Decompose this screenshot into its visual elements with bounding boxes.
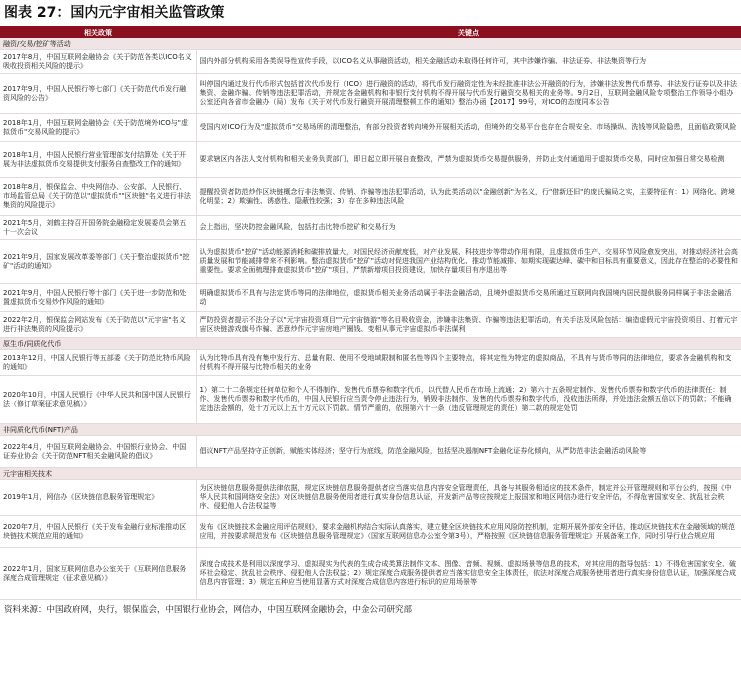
category-label: 元宇宙相关技术 [0,468,741,480]
key-point-cell: 1）第二十二条规定任何单位和个人不得制作、发售代币票券和数字代币，以代替人民币在市场上流通；2）第六十五条规定制作、发售代币票券和数字代币的法律责任：制作、发售代币票券和数字代币的，中国人民银行应当责令停止违法行为，销毁非法制作、发售的代币票券和数字代币，没收违法所得，并处违法金额五倍以下的罚款；不能确定违法金额的，处十万元以上五十万元以下罚款。情节严重的，依照第六十一条（违反管理规定的责任）第二款的规定处罚 [196,376,741,424]
policy-cell: 2013年12月，中国人民银行等五部委《关于防范比特币风险的通知》 [0,350,196,376]
policy-cell: 2021年5月，刘鹤主持召开国务院金融稳定发展委员会第五十一次会议 [0,216,196,240]
key-point-cell: 为区块链信息服务提供法律依据，规定区块链信息服务提供者应当落实信息内容安全管理责任，具备与其服务相适应的技术条件，制定并公开管理规则和平台公约，按照《中华人民共和国网络安全法》对区块链信息服务使用者进行真实身份信息认证，开发新产品等应按规定上报国家和地区网信办进行安全评估，不得危害国家安全、扰乱社会秩序、侵犯他人合法权益等 [196,480,741,516]
figure-title: 图表 27：国内元宇宙相关监管政策 [0,0,741,28]
table-row [0,142,741,178]
table-row [0,216,741,240]
policy-cell: 2022年1月，国家互联网信息办公室关于《互联网信息服务深度合成管理规定（征求意见稿）》 [0,548,196,600]
table-row [0,480,741,516]
key-point-cell: 倡议NFT产品坚持守正创新，赋能实体经济；坚守行为底线，防范金融风险，包括坚决遏制NFT金融化证券化倾向，从严防范非法金融活动风险等 [196,436,741,468]
policy-cell: 2020年7月，中国人民银行《关于发布金融行业标准推动区块链技术规范应用的通知》 [0,516,196,548]
category-label: 原生币/同质化代币 [0,338,741,350]
key-point-cell: 国内外部分机构采用各类误导性宣传手段，以ICO名义从事融资活动，相关金融活动未取得任何许可，其中涉嫌诈骗、非法证券、非法集资等行为 [196,50,741,74]
category-row [0,468,741,480]
table-row [0,240,741,284]
table-row [0,74,741,114]
key-point-cell: 叫停国内通过发行代币形式包括首次代币发行（ICO）进行融资的活动，将代币发行融资定性为未经批准非法公开融资的行为，涉嫌非法发售代币票券、非法发行证券以及非法集资、金融诈骗、传销等违法犯罪活动，并规定各金融机构和非银行支付机构不得开展与代币发行融资交易相关的业务等。9月2日，互联网金融风险专项整治工作领导小组办公室还向各省市金融办（局）发布《关于对代币发行融资开展清理整顿工作的通知》整治办函【2017】99号，对ICO的态度同本公告 [196,74,741,114]
key-point-cell: 提醒投资者防范炒作区块链概念行非法集资、传销、诈骗等违法犯罪活动，认为此类活动以"金融创新"为名义，行"借新还旧"的庞氏骗局之实，主要特征有：1）网络化、跨境化明显；2）欺骗性、诱惑性、隐蔽性较强；3）存在多种违法风险 [196,178,741,216]
policy-cell: 2018年1月，中国互联网金融协会《关于防范境外ICO与"虚拟货币"交易风险的提示》 [0,114,196,142]
table-row [0,376,741,424]
policy-cell: 2022年4月，中国互联网金融协会、中国银行业协会、中国证券业协会《关于防范NFT相关金融风险的倡议》 [0,436,196,468]
key-point-cell: 要求辖区内各法人支付机构和相关业务负责部门，即日起立即开展自查整改，严禁为虚拟货币交易提供服务，并防止支付通道用于虚拟货币交易，同时应加强日常交易检测 [196,142,741,178]
policy-cell: 2021年9月，中国人民银行等十部门《关于进一步防范和处置虚拟货币交易炒作风险的通知》 [0,284,196,312]
key-point-cell: 深度合成技术是利用以深度学习、虚拟现实为代表的生成合成类算法制作文本、图像、音频、视频、虚拟场景等信息的技术，对其应用的指导包括：1）不得危害国家安全、破坏社会稳定、扰乱社会秩序、侵犯他人合法权益；2）规定深度合成服务提供者应当落实信息安全主体责任，依法对深度合成服务使用者进行真实身份信息认证，加强深度合成信息内容管理；3）规定五种应当使用显著方式对深度合成信息内容进行标识的应用场景等 [196,548,741,600]
category-row [0,38,741,50]
policy-cell: 2017年8月，中国互联网金融协会《关于防范各类以ICO名义吸收投资相关风险的提示》 [0,50,196,74]
policy-cell: 2021年9月，国家发展改革委等部门《关于整治虚拟货币"挖矿"活动的通知》 [0,240,196,284]
key-point-cell: 受国内对ICO行为及"虚拟货币"交易场所的清理整治，有部分投资者转向境外开展相关活动，但境外的交易平台也存在合规安全、市场操纵、洗钱等风险隐患，且面临政策风险 [196,114,741,142]
table-row [0,284,741,312]
table-row [0,548,741,600]
key-point-cell: 发布《区块链技术金融应用评估规则》，要求金融机构结合实际认真落实，建立健全区块链技术应用风险防控机制，定期开展外部安全评估，推动区块链技术在金融领域的规范应用，并按要求规范发布《区块链信息服务管理规定》（国家互联网信息办公室令第3号），严格按照《区块链信息服务管理规定》开展备案工作，同时引导行业合规应用 [196,516,741,548]
category-label: 非同质化代币(NFT)产品 [0,424,741,436]
table-row [0,312,741,338]
policy-cell: 2019年1月，网信办《区块链信息服务管理规定》 [0,480,196,516]
policy-cell: 2018年1月，中国人民银行营业管理部支付结算处《关于开展为非法虚拟货币交易提供支付服务自查整改工作的通知》 [0,142,196,178]
header-policy: 相关政策 [0,28,196,38]
policy-cell: 2018年8月，银保监会、中央网信办、公安部、人民银行、市场监管总局《关于防范以"虚拟货币""区块链"名义进行非法集资的风险提示》 [0,178,196,216]
category-row [0,424,741,436]
table-row [0,50,741,74]
table-row [0,114,741,142]
policy-cell: 2017年9月，中国人民银行等七部门《关于防范代币发行融资风险的公告》 [0,74,196,114]
table-row [0,350,741,376]
table-header [0,28,741,38]
key-point-cell: 认为虚拟货币"挖矿"活动能源消耗和碳排放量大，对国民经济贡献度低，对产业发展、科技进步等带动作用有限，且虚拟货币生产、交易环节风险愈发突出，对推动经济社会高质量发展和节能减排带来不利影响。整治虚拟货币"挖矿"活动对促进我国产业结构优化、推动节能减排、如期实现碳达峰、碳中和目标具有重要意义，因此存在整治的必要性和重要性。要求全面梳理排查虚拟货币"挖矿"项目，严禁新增项目投资建设，加快存量项目有序退出等 [196,240,741,284]
policy-table [0,28,741,600]
category-label: 融资/交易/挖矿等活动 [0,38,741,50]
policy-cell: 2020年10月，中国人民银行《中华人民共和国中国人民银行法（修订草案征求意见稿）》 [0,376,196,424]
table-row [0,516,741,548]
source-note: 资料来源：中国政府网，央行，银保监会，中国银行业协会，网信办，中国互联网金融协会，中金公司研究部 [4,605,413,615]
table-row [0,178,741,216]
table-row [0,436,741,468]
header-key-points: 关键点 [196,28,741,38]
key-point-cell: 严防投资者提示不法分子以"元宇宙投资项目""元宇宙链游"等名目吸收资金，涉嫌非法集资、诈骗等违法犯罪活动，有关手法及风险包括：编造虚假元宇宙投资项目、打着元宇宙区块链游戏旗号诈骗、恶意炒作元宇宙房地产圈钱、变相从事元宇宙虚拟币非法谋利 [196,312,741,338]
key-point-cell: 明确虚拟货币不具有与法定货币等同的法律地位，虚拟货币相关业务活动属于非法金融活动，且境外虚拟货币交易所通过互联网向我国境内居民提供服务同样属于非法金融活动 [196,284,741,312]
policy-cell: 2022年2月，银保监会网站发布《关于防范以"元宇宙"名义进行非法集资的风险提示》 [0,312,196,338]
key-point-cell: 会上指出，坚决防控金融风险，包括打击比特币挖矿和交易行为 [196,216,741,240]
category-row [0,338,741,350]
key-point-cell: 认为比特币具有没有集中发行方、总量有限、使用不受地域限制和匿名性等四个主要特点，将其定性为特定的虚拟商品，不具有与货币等同的法律地位，要求各金融机构和支付机构不得开展与比特币相关的业务 [196,350,741,376]
